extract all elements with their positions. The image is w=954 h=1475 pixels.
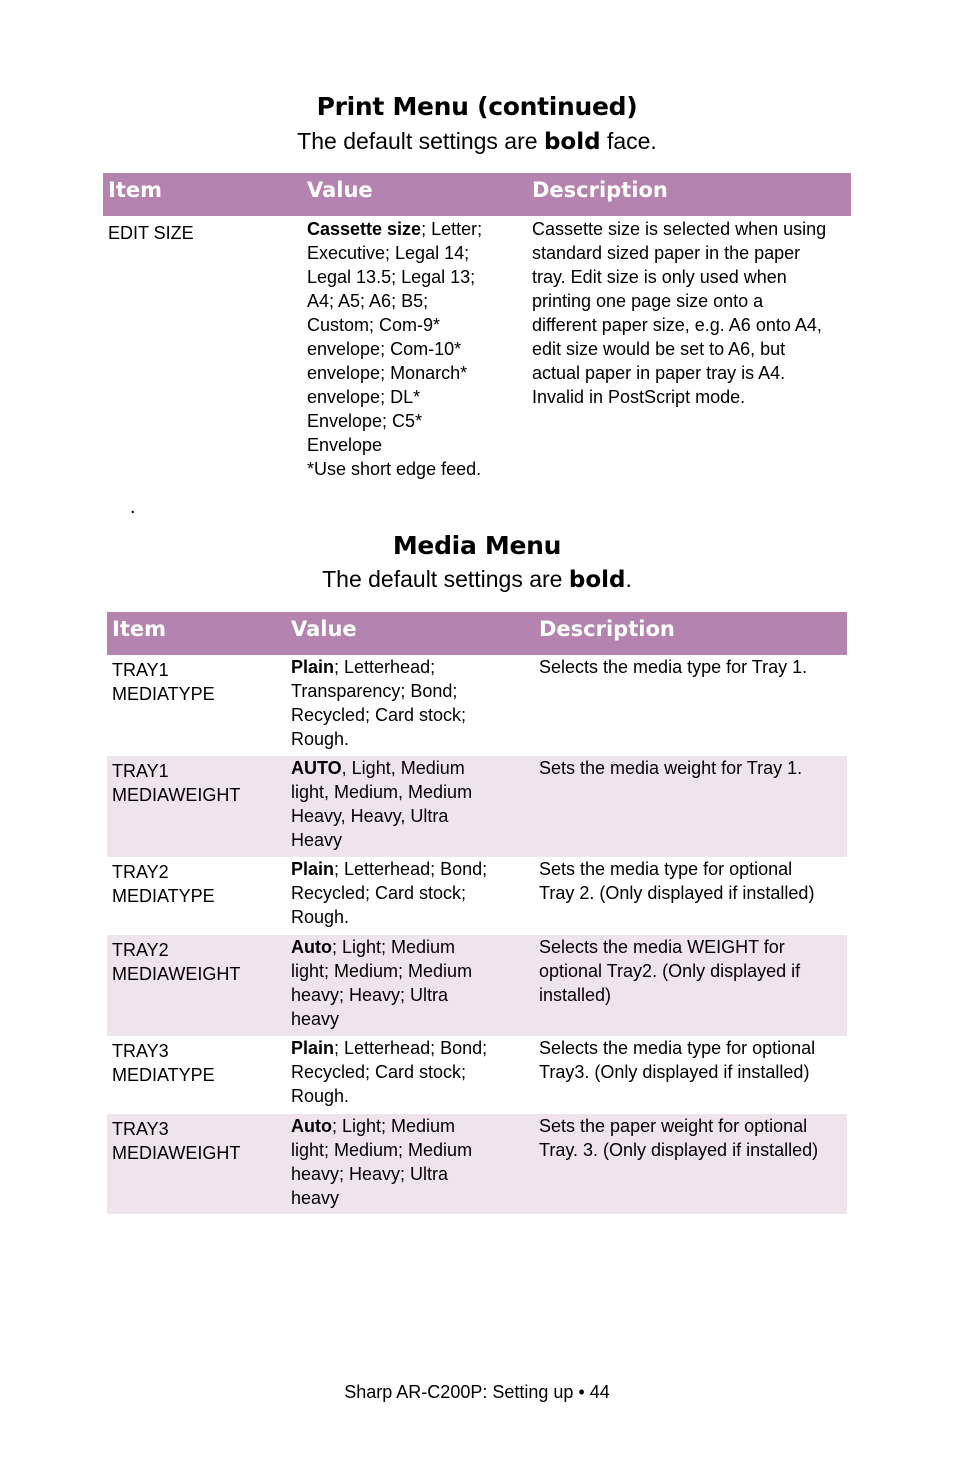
row-value [291,756,531,852]
row-value-default: Cassette size [307,219,422,239]
print-menu-subtitle [0,128,954,155]
media-menu-subtitle-prefix: The default settings are [322,566,569,592]
print-menu-subtitle-bold: bold [543,129,601,155]
row-value-options: ; Letterhead; Bond; Recycled; Card stock; Rough. [291,859,488,927]
media-menu-title: Media Menu [392,531,562,560]
header-item: Item [108,178,162,202]
row-value [291,1114,531,1210]
row-value [291,655,531,751]
row-value-options: ; Light; Medium light; Medium; Medium heavy; Heavy; Ultra heavy [291,1116,473,1208]
header-value: Value [291,617,357,641]
row-value-default: AUTO [291,758,342,778]
header-description: Description [539,617,675,641]
table-row [107,756,847,857]
row-item: TRAY1 MEDIAWEIGHT [112,761,241,805]
media-menu-subtitle-bold: bold [568,567,626,593]
table-row [107,655,847,756]
row-description: Sets the media weight for Tray 1. [539,758,803,778]
row-value [291,857,531,929]
row-description: Selects the media type for optional Tray3. (Only displayed if installed) [539,1038,816,1082]
row-value-options: , Light, Medium light, Medium, Medium Heavy, Heavy, Ultra Heavy [291,758,473,850]
row-value [291,1036,531,1108]
row-value [307,217,527,481]
page-footer: Sharp AR-C200P: Setting up • 44 [344,1382,610,1402]
row-description: Cassette size is selected when using standard sized paper in the paper tray. Edit size is only used when printing one page size onto a different paper size, e.g. A6 onto A4, edit size would be set to A6, but actual paper in paper tray is A4. Invalid in PostScript mode. [532,219,827,407]
table-row [103,216,851,486]
print-menu-subtitle-suffix: face. [600,128,657,154]
row-item: TRAY2 MEDIAWEIGHT [112,940,241,984]
row-value-options: ; Light; Medium light; Medium; Medium heavy; Heavy; Ultra heavy [291,937,473,1029]
row-value-default: Plain [291,859,335,879]
table-row [107,1036,847,1114]
row-value-default: Plain [291,657,335,677]
row-description: Sets the media type for optional Tray 2. (Only displayed if installed) [539,859,815,903]
row-description: Sets the paper weight for optional Tray. 3. (Only displayed if installed) [539,1116,819,1160]
media-menu-subtitle-suffix: . [625,566,632,592]
media-menu-table-header [107,612,847,655]
row-value-options: ; Letter; Executive; Legal 14; Legal 13.5; Legal 13; A4; A5; A6; B5; Custom; Com-9* envelope; Com-10* envelope; Monarch* envelope; DL* Envelope; C5* Envelope *Use short edge feed. [307,219,483,479]
header-item: Item [112,617,166,641]
table-row [107,1114,847,1214]
row-value [291,935,531,1031]
header-value: Value [307,178,373,202]
header-description: Description [532,178,668,202]
row-value-default: Plain [291,1038,335,1058]
table-row [107,935,847,1036]
row-value-options: ; Letterhead; Transparency; Bond; Recycled; Card stock; Rough. [291,657,467,749]
row-item: TRAY2 MEDIATYPE [112,862,215,906]
print-menu-title: Print Menu (continued) [316,92,638,121]
row-value-default: Auto [291,1116,332,1136]
row-item: TRAY1 MEDIATYPE [112,660,215,704]
separator-dot: . [130,496,136,518]
row-item: EDIT SIZE [108,223,194,243]
row-value-default: Auto [291,937,332,957]
table-row [107,857,847,935]
print-menu-subtitle-prefix: The default settings are [297,128,544,154]
row-description: Selects the media WEIGHT for optional Tray2. (Only displayed if installed) [539,937,801,1005]
row-description: Selects the media type for Tray 1. [539,657,808,677]
print-menu-table-header [103,173,851,216]
row-value-options: ; Letterhead; Bond; Recycled; Card stock; Rough. [291,1038,488,1106]
row-item: TRAY3 MEDIAWEIGHT [112,1119,241,1163]
media-menu-subtitle [0,566,954,593]
row-item: TRAY3 MEDIATYPE [112,1041,215,1085]
